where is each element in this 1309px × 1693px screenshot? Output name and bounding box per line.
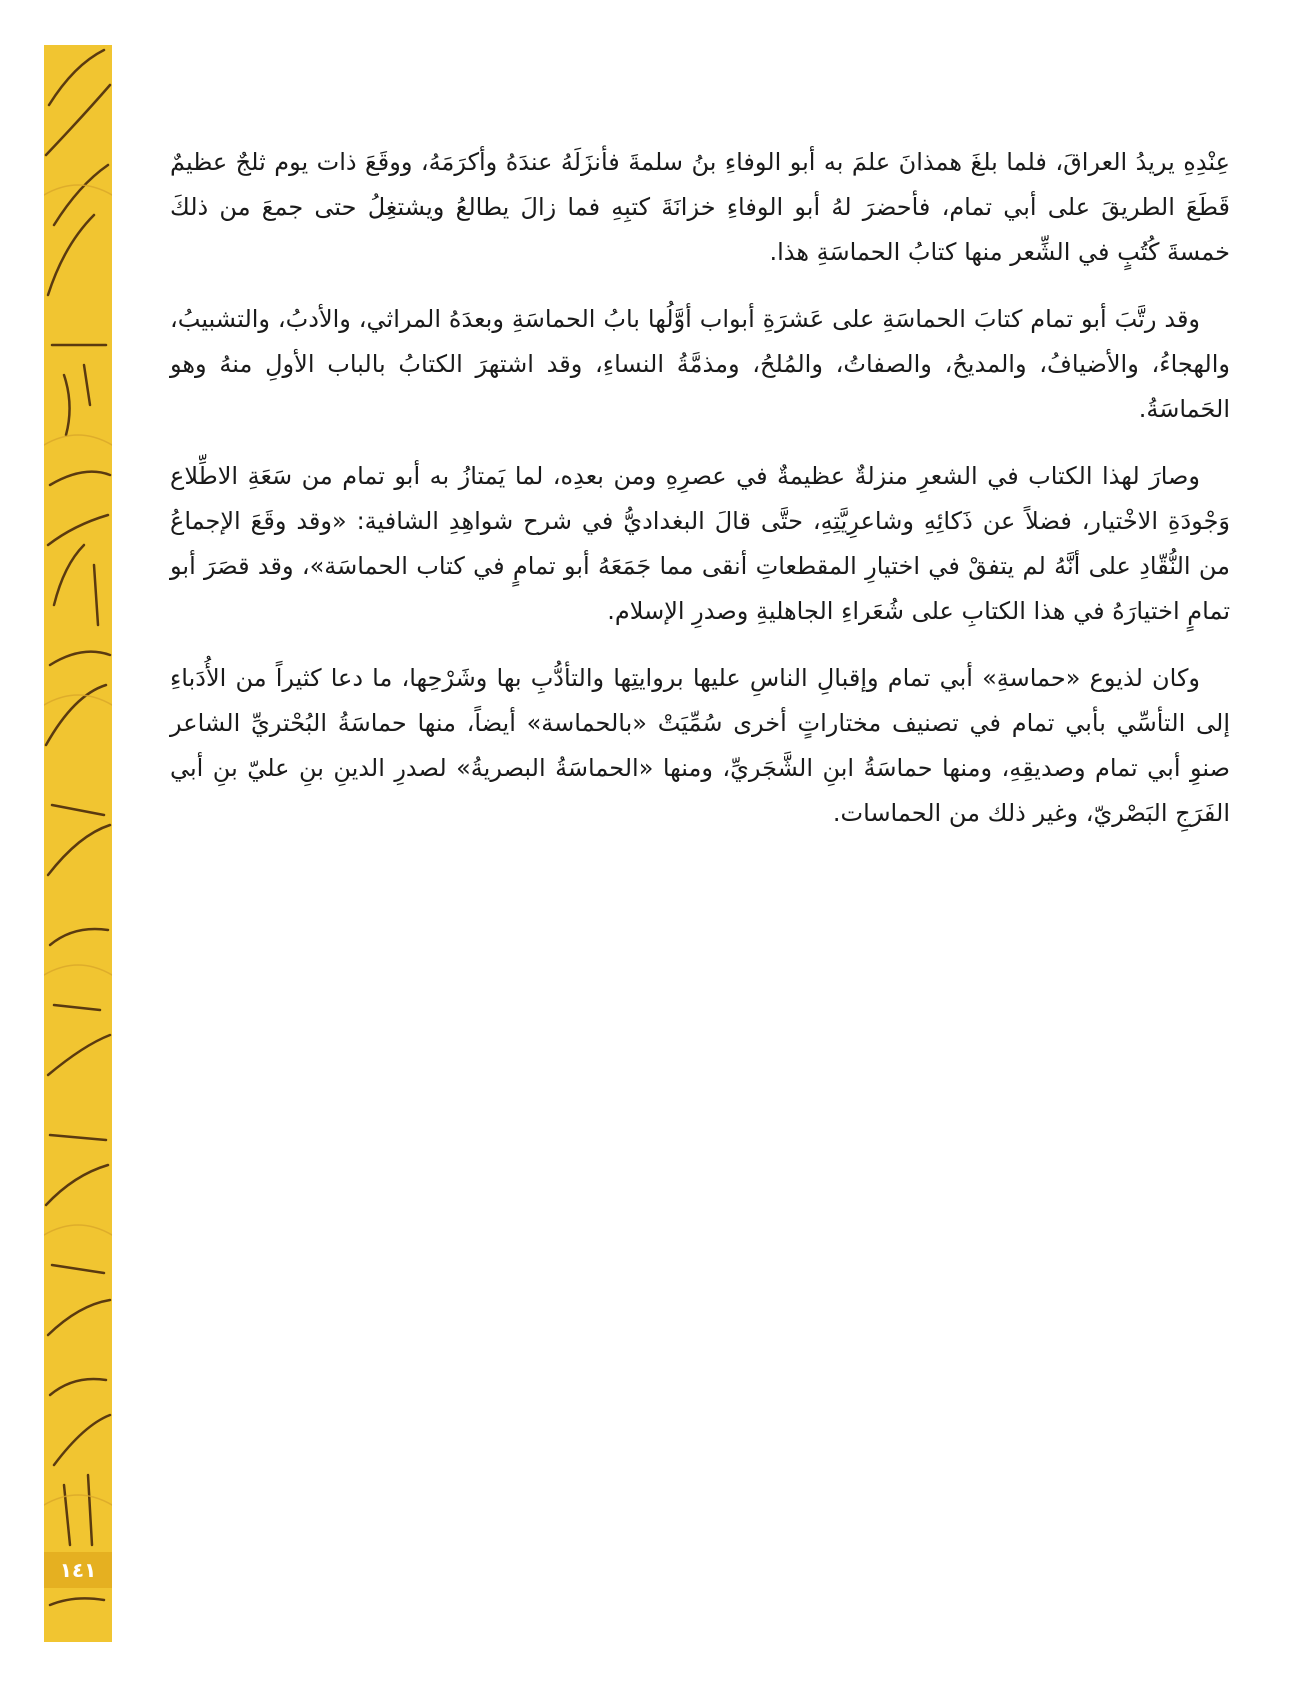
body-text	[170, 140, 1230, 858]
paragraph: وكان لذيوع «حماسةِ» أبي تمام وإقبالِ الناسِ عليها بروايتِها والتأدُّبِ بها وشَرْحِها، ما دعا كثيراً من الأُدَباءِ إلى التأسِّي بأبي تمام في تصنيف مختاراتٍ أخرى سُمِّيَتْ «بالحماسة» أيضاً، منها حماسَةُ البُحْتريِّ الشاعر صنوِ أبي تمام وصديقِهِ، ومنها حماسَةُ ابنِ الشَّجَريِّ، ومنها «الحماسَةُ البصريةُ» لصدرِ الدينِ بنِ عليّ بنِ أبي الفَرَجِ البَصْريّ، وغير ذلك من الحماسات.	[170, 664, 1230, 827]
paragraph: عِنْدِهِ يريدُ العراقَ، فلما بلغَ همذانَ علمَ به أبو الوفاءِ بنُ سلمةَ فأنزَلَهُ عندَهُ وأكرَمَهُ، ووقَعَ ذات يوم ثلجٌ عظيمٌ قَطَعَ الطريقَ على أبي تمام، فأحضرَ لهُ أبو الوفاءِ خزانَةَ كتبِهِ فما زالَ يطالعُ ويشتغِلُ حتى جمعَ من ذلكَ خمسةَ كُتُبٍ في الشِّعر منها كتابُ الحماسَةِ هذا.	[170, 148, 1230, 266]
paragraph: وقد رتَّبَ أبو تمام كتابَ الحماسَةِ على عَشرَةِ أبواب أوَّلُها بابُ الحماسَةِ وبعدَهُ المراثي، والأدبُ، والتشبيبُ، والهجاءُ، والأضيافُ، والمديحُ، والصفاتُ، والمُلحُ، ومذمَّةُ النساءِ، وقد اشتهرَ الكتابُ بالباب الأولِ منهُ وهو الحَماسَةُ.	[170, 305, 1230, 423]
calligraphy-pattern	[44, 45, 112, 1642]
page-number: ١٤١	[44, 1552, 112, 1588]
paragraph: وصارَ لهذا الكتاب في الشعرِ منزلةٌ عظيمةٌ في عصرِهِ ومن بعدِه، لما يَمتازُ به أبو تمام من سَعَةِ الاطِّلاع وَجْودَةِ الاخْتيار، فضلاً عن ذَكائِهِ وشاعرِيَّتِهِ، حتَّى قالَ البغداديُّ في شرح شواهِدِ الشافية: «وقد وقَعَ الإجماعُ من النُّقّادِ على أنَّهُ لم يتفقْ في اختيارِ المقطعاتِ أنقى مما جَمَعَهُ أبو تمامٍ في كتاب الحماسَة»، وقد قصَرَ أبو تمامٍ اختيارَهُ في هذا الكتابِ على شُعَراءِ الجاهليةِ وصدرِ الإسلام.	[170, 462, 1230, 625]
decorative-side-strip	[44, 45, 112, 1642]
